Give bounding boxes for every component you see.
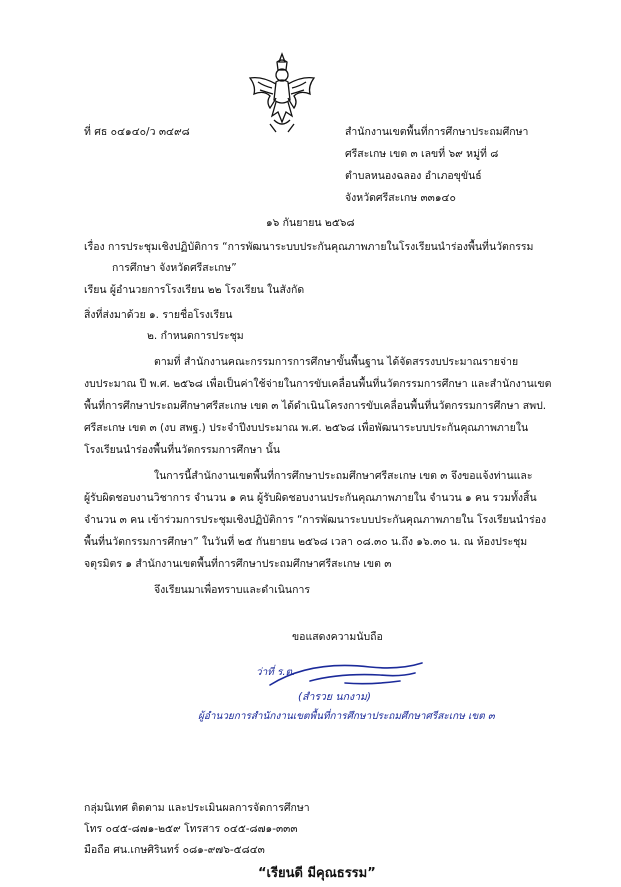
paragraph-2-line-2: ผู้รับผิดชอบงานวิชาการ จำนวน ๑ คน ผู้รับผิดชอบงานประกันคุณภาพภายใน จำนวน ๑ คน รวมทั้งสิ้น bbox=[84, 492, 537, 504]
paragraph-2-line-4: พื้นที่นวัตกรรมการศึกษา” ในวันที่ ๒๕ กันยายน ๒๕๖๘ เวลา ๐๘.๓๐ น.ถึง ๑๖.๓๐ น. ณ ห้องประชุม bbox=[84, 536, 528, 548]
paragraph-1-line-3: พื้นที่การศึกษาประถมศึกษาศรีสะเกษ เขต ๓ ได้ดำเนินโครงการขับเคลื่อนพื้นที่นวัตกรรมการศึกษา สพป. bbox=[84, 400, 547, 412]
garuda-emblem-icon bbox=[246, 50, 318, 134]
document-date: ๑๖ กันยายน ๒๕๖๘ bbox=[266, 217, 355, 229]
enclosure-line-2: ๒. กำหนดการประชุม bbox=[147, 330, 244, 342]
office-address-line-2: ศรีสะเกษ เขต ๓ เลขที่ ๖๙ หมู่ที่ ๘ bbox=[345, 148, 499, 160]
paragraph-2-line-5: จตุรมิตร ๑ สำนักงานเขตพื้นที่การศึกษาประถมศึกษาศรีสะเกษ เขต ๓ bbox=[84, 558, 392, 570]
subject-line-1: เรื่อง การประชุมเชิงปฏิบัติการ “การพัฒนาระบบประกันคุณภาพภายในโรงเรียนนำร่องพื้นที่นวัตกรรม bbox=[84, 241, 534, 253]
enclosure-line-1: สิ่งที่ส่งมาด้วย ๑. รายชื่อโรงเรียน bbox=[84, 309, 233, 321]
office-address-line-3: ตำบลหนองฉลอง อำเภอขุขันธ์ bbox=[345, 170, 482, 182]
paragraph-1-line-1: ตามที่ สำนักงานคณะกรรมการการศึกษาขั้นพื้นฐาน ได้จัดสรรงบประมาณรายจ่าย bbox=[154, 356, 519, 368]
paragraph-3: จึงเรียนมาเพื่อทราบและดำเนินการ bbox=[154, 584, 310, 596]
closing-salutation: ขอแสดงความนับถือ bbox=[292, 631, 383, 643]
signer-name: (สำรวย นกงาม) bbox=[298, 691, 372, 703]
subject-line-2: การศึกษา จังหวัดศรีสะเกษ” bbox=[112, 262, 237, 274]
document-reference-number: ที่ ศธ ๐๔๑๔๐/ว ๓๔๙๘ bbox=[84, 126, 190, 138]
signer-position: ผู้อำนวยการสำนักงานเขตพื้นที่การศึกษาประถมศึกษาศรีสะเกษ เขต ๓ bbox=[198, 711, 495, 722]
signature-rank: ว่าที่ ร.ต. bbox=[256, 667, 296, 678]
addressee: เรียน ผู้อำนวยการโรงเรียน ๒๒ โรงเรียน ในสังกัด bbox=[84, 284, 305, 296]
paragraph-1-line-4: ศรีสะเกษ เขต ๓ (งบ สพฐ.) ประจำปีงบประมาณ พ.ศ. ๒๕๖๘ เพื่อพัฒนาระบบประกันคุณภาพภายใน bbox=[84, 422, 529, 434]
paragraph-1-line-2: งบประมาณ ปี พ.ศ. ๒๕๖๘ เพื่อเป็นค่าใช้จ่ายในการขับเคลื่อนพื้นที่นวัตกรรมการศึกษา และสำนักงานเขต bbox=[84, 378, 552, 390]
footer-motto: “เรียนดี มีคุณธรรม” bbox=[258, 866, 376, 881]
footer-phone: โทร ๐๔๕-๘๗๑-๒๕๙ โทรสาร ๐๔๕-๘๗๑-๓๓๓ bbox=[84, 823, 298, 835]
office-address-line-1: สำนักงานเขตพื้นที่การศึกษาประถมศึกษา bbox=[345, 126, 529, 138]
paragraph-2-line-1: ในการนี้สำนักงานเขตพื้นที่การศึกษาประถมศึกษาศรีสะเกษ เขต ๓ จึงขอแจ้งท่านและ bbox=[154, 470, 533, 482]
paragraph-2-line-3: จำนวน ๓ คน เข้าร่วมการประชุมเชิงปฏิบัติการ “การพัฒนาระบบประกันคุณภาพภายใน โรงเรียนนำร่อง bbox=[84, 514, 547, 526]
office-address-line-4: จังหวัดศรีสะเกษ ๓๓๑๔๐ bbox=[345, 192, 456, 204]
footer-unit: กลุ่มนิเทศ ติดตาม และประเมินผลการจัดการศึกษา bbox=[84, 802, 310, 814]
paragraph-1-line-5: โรงเรียนนำร่องพื้นที่นวัตกรรมการศึกษา นั้น bbox=[84, 444, 281, 456]
footer-mobile: มือถือ ศน.เกษศิรินทร์ ๐๘๑-๙๗๖-๕๘๔๓ bbox=[84, 844, 265, 856]
